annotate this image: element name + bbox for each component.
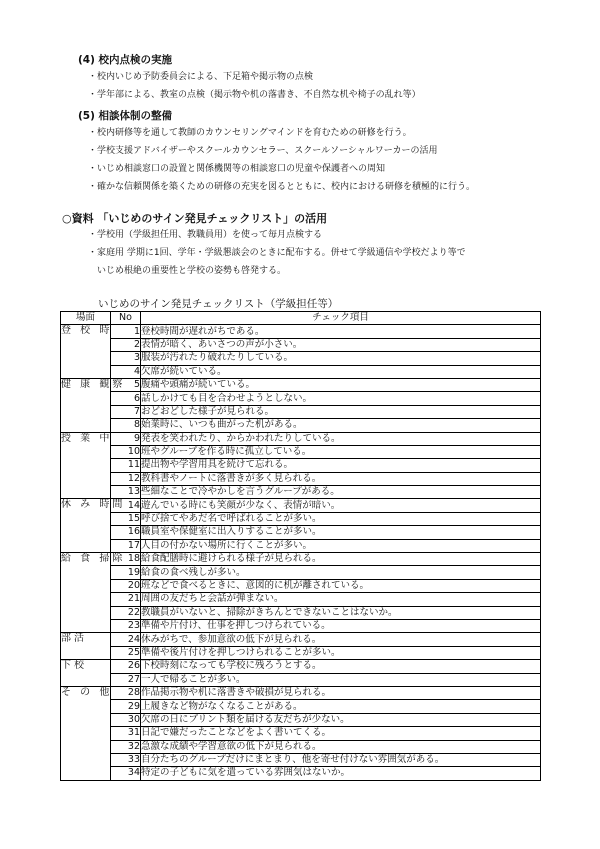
check-item-cell: 上履きなど物がなくなることがある。 [141,700,541,713]
number-cell: 22 [111,606,141,619]
table-row [61,378,541,391]
check-item-cell: 班やグループを作る時に孤立している。 [141,445,541,458]
number-cell: 7 [111,405,141,418]
table-row [61,553,541,566]
sec5-bullet-text: 確かな信頼関係を築くための研修の充実を図るとともに、校内における研修を積極的に行う。 [97,182,476,192]
header-no: No [111,312,141,325]
check-item-cell: 教科書やノートに落書きが多く見られる。 [141,472,541,485]
number-cell: 19 [111,566,141,579]
resource-bullet-2: ・家庭用 学期に1回、学年・学級懇談会のときに配布する。併せて学級通信や学校だより等で [88,248,466,258]
table-row [61,593,541,606]
table-row [61,713,541,726]
table-row [61,619,541,632]
table-row [61,566,541,579]
check-item-cell: 人目の付かない場所に行くことが多い。 [141,539,541,552]
table-row [61,673,541,686]
check-item-cell: おどおどした様子が見られる。 [141,405,541,418]
check-item-cell: 下校時刻になっても学校に残ろうとする。 [141,660,541,673]
check-item-cell: 欠席の日にプリント類を届ける友だちが少ない。 [141,713,541,726]
check-item-cell: 些細なことで冷やかしを言うグループがある。 [141,486,541,499]
sec5-bullet-2: ・学校支援アドバイザーやスクールカウンセラー、スクールソーシャルワーカーの活用 [88,146,438,156]
number-cell: 5 [111,378,141,391]
table-row [61,419,541,432]
number-cell: 32 [111,740,141,753]
check-item-cell: 自分たちのグループだけにまとまり、他を寄せ付けない雰囲気がある。 [141,753,541,766]
resource-continuation: いじめ根絶の重要性と学校の姿勢も啓発する。 [97,266,287,276]
table-row [61,686,541,699]
table-row [61,472,541,485]
table-row [61,579,541,592]
number-cell: 11 [111,459,141,472]
number-cell: 2 [111,338,141,351]
check-item-cell: 教職員がいないと、掃除がきちんとできないことはないか。 [141,606,541,619]
scene-cell: 休 み 時間 [61,499,111,553]
table-row [61,325,541,338]
table-row [61,727,541,740]
scene-cell: そ の 他 [61,686,111,780]
number-cell: 8 [111,419,141,432]
table-row [61,499,541,512]
sec4-bullet-1: ・校内いじめ予防委員会による、下足箱や掲示物の点検 [88,72,314,82]
number-cell: 6 [111,392,141,405]
scene-cell: 授 業 中 [61,432,111,499]
table-row [61,445,541,458]
number-cell: 29 [111,700,141,713]
check-item-cell: 始業時に、いつも曲がった机がある。 [141,419,541,432]
table-row [61,660,541,673]
number-cell: 26 [111,660,141,673]
check-item-cell: 腹痛や頭痛が続いている。 [141,378,541,391]
checklist-table [60,311,541,781]
table-row [61,338,541,351]
number-cell: 20 [111,579,141,592]
check-item-cell: 給食の食べ残しが多い。 [141,566,541,579]
section-4-heading: (4) 校内点検の実施 [78,54,173,66]
resource-bullet-text: 学校用（学級担任用、教職員用）を使って毎月点検する [97,230,323,240]
check-item-cell: 欠席が続いている。 [141,365,541,378]
sec4-bullet-text: 校内いじめ予防委員会による、下足箱や掲示物の点検 [97,72,314,82]
number-cell: 16 [111,526,141,539]
scene-cell: 下校 [61,660,111,687]
table-row [61,539,541,552]
number-cell: 15 [111,512,141,525]
sec4-bullet-2: ・学年部による、教室の点検（掲示物や机の落書き、不自然な机や椅子の乱れ等） [88,90,421,100]
number-cell: 3 [111,352,141,365]
table-row [61,526,541,539]
check-item-cell: 給食配膳時に避けられる様子が見られる。 [141,553,541,566]
scene-cell: 部活 [61,633,111,660]
sec5-bullet-text: 学校支援アドバイザーやスクールカウンセラー、スクールソーシャルワーカーの活用 [97,146,438,156]
check-item-cell: 急激な成績や学習意欲の低下が見られる。 [141,740,541,753]
table-row [61,486,541,499]
table-row [61,700,541,713]
scene-cell: 給 食 掃除 [61,553,111,633]
table-row [61,606,541,619]
check-item-cell: 作品掲示物や机に落書きや破損が見られる。 [141,686,541,699]
check-item-cell: 提出物や学習用具を続けて忘れる。 [141,459,541,472]
table-header-row [61,312,541,325]
number-cell: 30 [111,713,141,726]
check-item-cell: 呼び捨てやあだ名で呼ばれることが多い。 [141,512,541,525]
check-item-cell: 職員室や保健室に出入りすることが多い。 [141,526,541,539]
check-item-cell: 日記で嫌だったことなどをよく書いてくる。 [141,727,541,740]
number-cell: 24 [111,633,141,646]
number-cell: 4 [111,365,141,378]
sec5-bullet-1: ・校内研修等を通して教師のカウンセリングマインドを育むための研修を行う。 [88,128,412,138]
table-row [61,767,541,780]
checklist-body [61,325,541,780]
number-cell: 33 [111,753,141,766]
check-item-cell: 一人で帰ることが多い。 [141,673,541,686]
table-row [61,740,541,753]
number-cell: 17 [111,539,141,552]
number-cell: 31 [111,727,141,740]
number-cell: 25 [111,646,141,659]
number-cell: 10 [111,445,141,458]
number-cell: 34 [111,767,141,780]
check-item-cell: 班などで食べるときに、意図的に机が離されている。 [141,579,541,592]
resource-bullet-1: ・学校用（学級担任用、教職員用）を使って毎月点検する [88,230,323,240]
table-row [61,365,541,378]
sec4-bullet-text: 学年部による、教室の点検（掲示物や机の落書き、不自然な机や椅子の乱れ等） [97,90,421,100]
check-item-cell: 登校時間が遅れがちである。 [141,325,541,338]
scene-cell: 登 校 時 [61,325,111,379]
header-item: チェック項目 [141,312,541,325]
number-cell: 18 [111,553,141,566]
sec5-bullet-4: ・確かな信頼関係を築くための研修の充実を図るとともに、校内における研修を積極的に行う。 [88,182,476,192]
number-cell: 13 [111,486,141,499]
table-row [61,753,541,766]
section-5-heading: (5) 相談体制の整備 [78,110,173,122]
table-row [61,405,541,418]
scene-cell: 健 康 観察 [61,378,111,432]
number-cell: 23 [111,619,141,632]
sec5-bullet-text: 校内研修等を通して教師のカウンセリングマインドを育むための研修を行う。 [97,128,412,138]
checklist-caption: いじめのサイン発見チェックリスト（学級担任等） [98,298,339,310]
sec5-bullet-text: いじめ相談窓口の設置と関係機関等の相談窓口の児童や保護者への周知 [97,164,386,174]
check-item-cell: 遊んでいる時にも笑顔が少なく、表情が暗い。 [141,499,541,512]
table-row [61,352,541,365]
header-scene: 場面 [61,312,111,325]
table-row [61,633,541,646]
table-row [61,646,541,659]
number-cell: 27 [111,673,141,686]
number-cell: 14 [111,499,141,512]
table-row [61,432,541,445]
resource-bullet-text: 家庭用 学期に1回、学年・学級懇談会のときに配布する。併せて学級通信や学校だより等で [97,248,466,258]
check-item-cell: 服装が汚れたり破れたりしている。 [141,352,541,365]
check-item-cell: 特定の子どもに気を遣っている雰囲気はないか。 [141,767,541,780]
check-item-cell: 話しかけても目を合わせようとしない。 [141,392,541,405]
number-cell: 9 [111,432,141,445]
check-item-cell: 周囲の友だちと会話が弾まない。 [141,593,541,606]
resource-heading: ○資料 「いじめのサイン発見チェックリスト」の活用 [62,212,328,225]
number-cell: 1 [111,325,141,338]
check-item-cell: 準備や後片付けを押しつけられることが多い。 [141,646,541,659]
number-cell: 12 [111,472,141,485]
table-row [61,459,541,472]
check-item-cell: 表情が暗く、あいさつの声が小さい。 [141,338,541,351]
check-item-cell: 発表を笑われたり、からかわれたりしている。 [141,432,541,445]
table-row [61,512,541,525]
check-item-cell: 準備や片付け、仕事を押しつけられている。 [141,619,541,632]
table-row [61,392,541,405]
number-cell: 21 [111,593,141,606]
sec5-bullet-3: ・いじめ相談窓口の設置と関係機関等の相談窓口の児童や保護者への周知 [88,164,386,174]
number-cell: 28 [111,686,141,699]
check-item-cell: 休みがちで、参加意欲の低下が見られる。 [141,633,541,646]
